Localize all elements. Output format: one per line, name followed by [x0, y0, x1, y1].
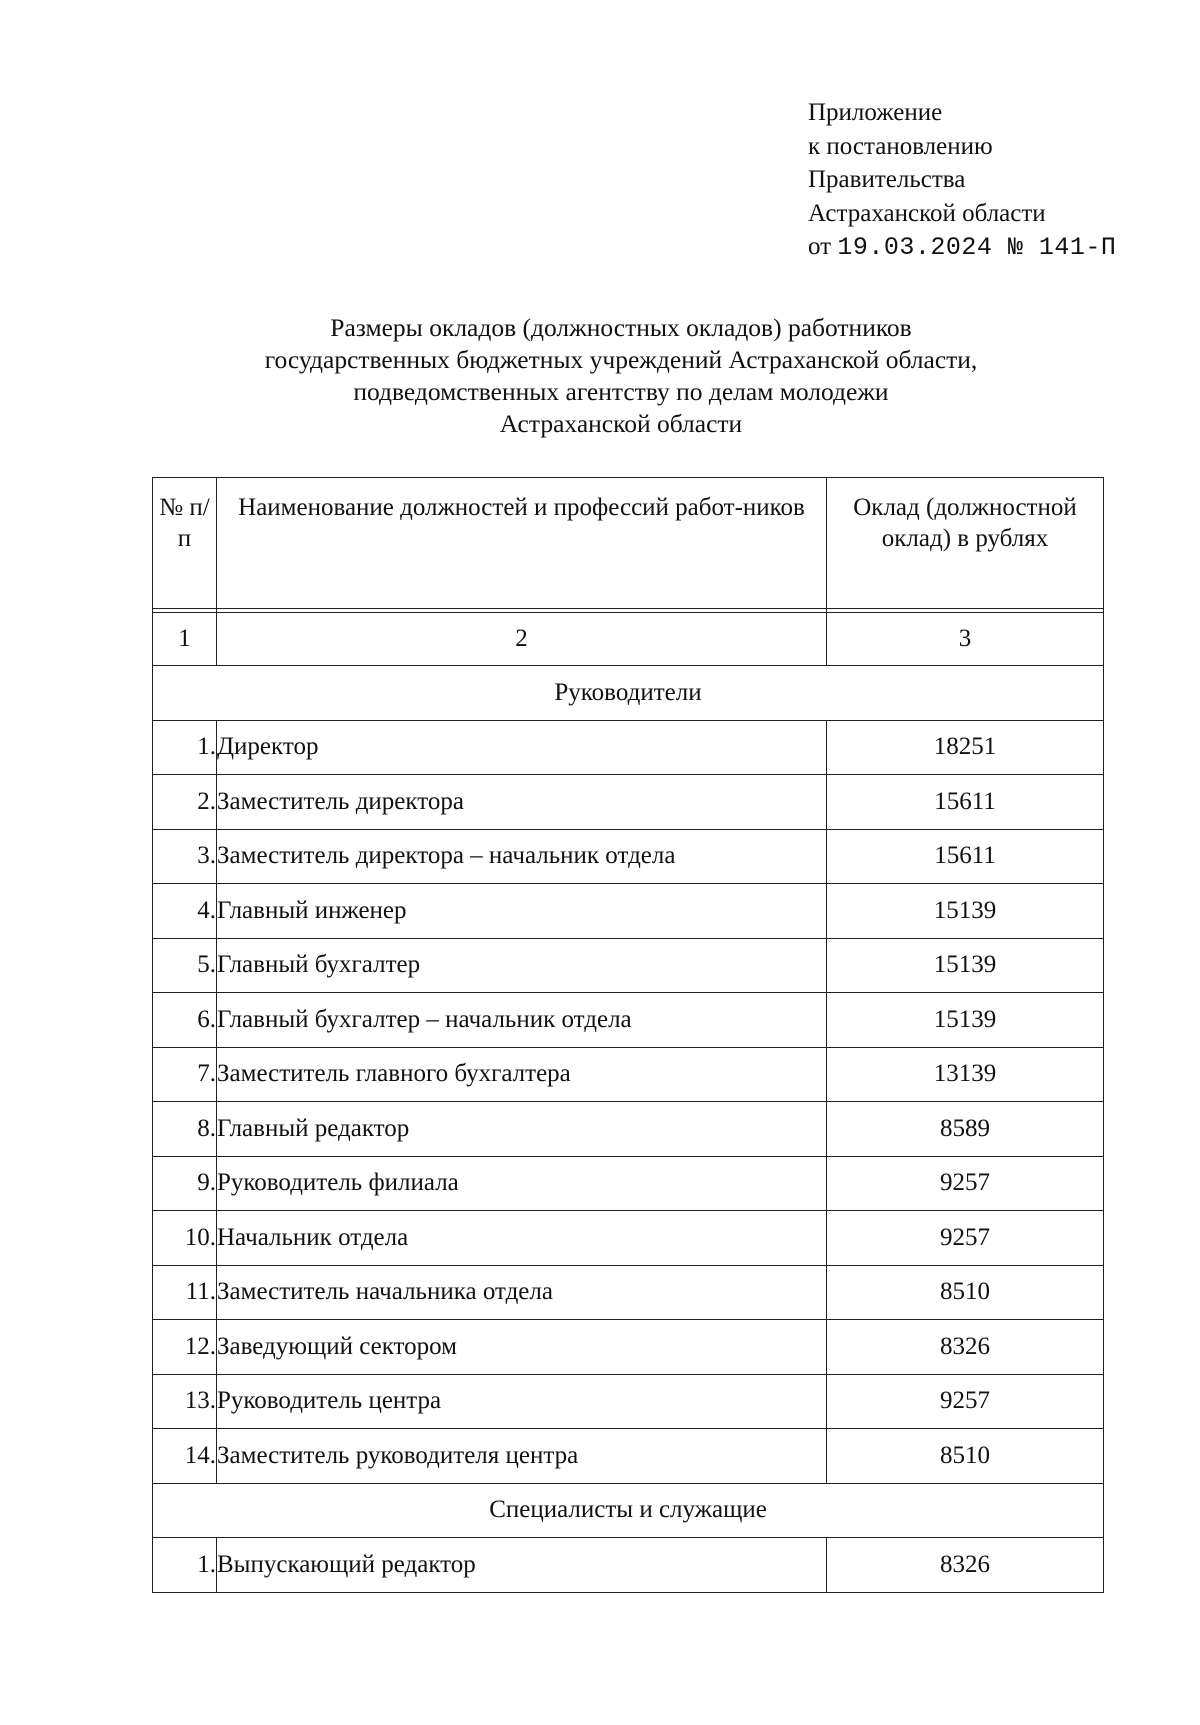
position-name: Заведующий сектором [217, 1320, 827, 1375]
row-number: 6. [153, 993, 217, 1048]
title-line-2: государственных бюджетных учреждений Астраханской области, [264, 345, 978, 374]
row-number: 4. [153, 884, 217, 939]
salary-value: 15139 [827, 993, 1104, 1048]
table-row [153, 1156, 1104, 1211]
table-row [153, 829, 1104, 884]
position-name: Главный бухгалтер – начальник отдела [217, 993, 827, 1048]
position-name: Выпускающий редактор [217, 1538, 827, 1593]
position-name: Заместитель начальника отдела [217, 1265, 827, 1320]
table-row [153, 1374, 1104, 1429]
position-name: Главный инженер [217, 884, 827, 939]
header-salary: Оклад (должностной оклад) в рублях [827, 478, 1104, 609]
salary-value: 8326 [827, 1320, 1104, 1375]
row-number: 9. [153, 1156, 217, 1211]
table-row [153, 775, 1104, 830]
salary-value: 15611 [827, 829, 1104, 884]
attachment-line-1: Приложение [808, 99, 943, 126]
row-number: 8. [153, 1102, 217, 1157]
row-number: 10. [153, 1211, 217, 1266]
attachment-block [808, 96, 1116, 265]
section-title: Руководители [153, 666, 1104, 721]
salary-table [152, 477, 1104, 1593]
row-number: 11. [153, 1265, 217, 1320]
salary-value: 9257 [827, 1211, 1104, 1266]
salary-value: 15611 [827, 775, 1104, 830]
section-row [153, 1483, 1104, 1538]
salary-value: 15139 [827, 938, 1104, 993]
position-name: Директор [217, 720, 827, 775]
position-name: Главный бухгалтер [217, 938, 827, 993]
date-prefix: от [808, 233, 832, 260]
salary-value: 9257 [827, 1156, 1104, 1211]
header-num: № п/п [153, 478, 217, 609]
salary-value: 8510 [827, 1265, 1104, 1320]
table-row [153, 1320, 1104, 1375]
date-number: 19.03.2024 № 141-П [837, 233, 1117, 262]
attachment-date-line [808, 230, 1116, 265]
table-row [153, 993, 1104, 1048]
table-body [153, 666, 1104, 1593]
salary-value: 8510 [827, 1429, 1104, 1484]
row-number: 2. [153, 775, 217, 830]
row-number: 5. [153, 938, 217, 993]
row-number: 3. [153, 829, 217, 884]
position-name: Главный редактор [217, 1102, 827, 1157]
table-row [153, 1265, 1104, 1320]
row-number: 13. [153, 1374, 217, 1429]
document-title [150, 312, 1092, 440]
position-name: Начальник отдела [217, 1211, 827, 1266]
position-name: Заместитель руководителя центра [217, 1429, 827, 1484]
salary-value: 18251 [827, 720, 1104, 775]
salary-value: 8589 [827, 1102, 1104, 1157]
row-number: 12. [153, 1320, 217, 1375]
column-number-row [153, 613, 1104, 666]
title-line-1: Размеры окладов (должностных окладов) работников [330, 313, 912, 342]
table-row [153, 938, 1104, 993]
column-number-3: 3 [827, 613, 1104, 666]
table-row [153, 1429, 1104, 1484]
salary-value: 15139 [827, 884, 1104, 939]
position-name: Заместитель директора – начальник отдела [217, 829, 827, 884]
table-row [153, 884, 1104, 939]
attachment-line-2: к постановлению [808, 132, 993, 160]
title-line-4: Астраханской области [499, 409, 743, 438]
position-name: Руководитель центра [217, 1374, 827, 1429]
row-number: 14. [153, 1429, 217, 1484]
table-row [153, 1538, 1104, 1593]
attachment-line-3: Правительства [808, 166, 966, 193]
section-title: Специалисты и служащие [153, 1483, 1104, 1538]
row-number: 1. [153, 1538, 217, 1593]
column-number-2: 2 [217, 613, 827, 666]
section-row [153, 666, 1104, 721]
position-name: Заместитель директора [217, 775, 827, 830]
table-row [153, 1047, 1104, 1102]
table-row [153, 720, 1104, 775]
header-name: Наименование должностей и профессий работ-ников [217, 478, 827, 609]
column-number-1: 1 [153, 613, 217, 666]
row-number: 7. [153, 1047, 217, 1102]
table-row [153, 1211, 1104, 1266]
salary-value: 9257 [827, 1374, 1104, 1429]
table-header-row [153, 478, 1104, 609]
salary-value: 13139 [827, 1047, 1104, 1102]
position-name: Заместитель главного бухгалтера [217, 1047, 827, 1102]
row-number: 1. [153, 720, 217, 775]
attachment-line-4: Астраханской области [808, 199, 1046, 227]
position-name: Руководитель филиала [217, 1156, 827, 1211]
title-line-3: подведомственных агентству по делам молодежи [353, 377, 889, 406]
salary-value: 8326 [827, 1538, 1104, 1593]
table-row [153, 1102, 1104, 1157]
